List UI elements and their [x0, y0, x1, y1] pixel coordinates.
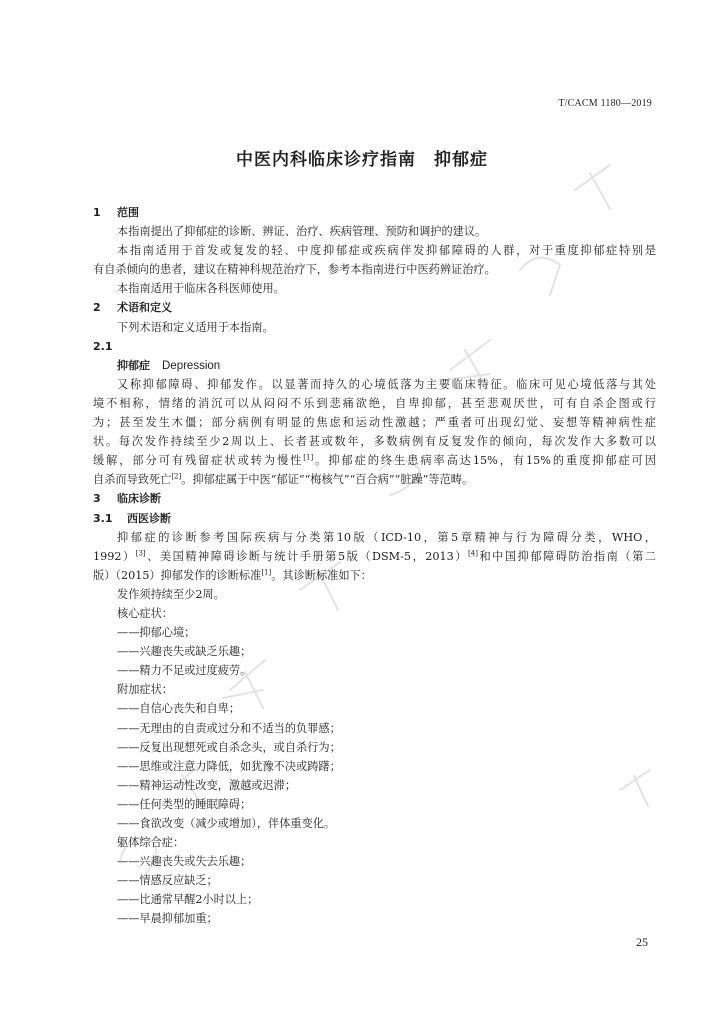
- page-title: [0, 145, 724, 170]
- citation: [3]: [135, 548, 146, 557]
- section-heading-3-1: 3.1 西医诊断: [93, 511, 171, 525]
- list-item: ——兴趣丧失或缺乏乐趣；: [117, 645, 252, 659]
- list-item: ——精力不足或过度疲劳。: [117, 664, 252, 678]
- section-heading-1: 1 范围: [93, 206, 139, 219]
- title-sub: 抑郁症: [434, 150, 488, 170]
- list-item: ——反复出现想死或自杀念头，或自杀行为；: [117, 740, 341, 754]
- definition-line: 自杀而导致死亡[2]。抑郁症属于中医“郁证”“梅核气”“百合病”“脏躁”等范畴。: [93, 472, 474, 487]
- term-entry: [93, 356, 656, 375]
- definition-line: 境不相称，情绪的消沉可以从闷闷不乐到悲痛欲绝，自卑抑郁，甚至悲观厌世，可有自杀企图或行: [93, 396, 656, 410]
- list-item: ——任何类型的睡眠障碍；: [117, 797, 252, 811]
- core-symptoms-title: 核心症状：: [117, 606, 173, 620]
- list-item: ——早晨抑郁加重；: [117, 912, 218, 926]
- list-item: ——食欲改变（减少或增加），伴体重变化。: [117, 817, 336, 830]
- diagnosis-line: 版）（2015）抑郁发作的诊断标准[1]。其诊断标准如下：: [93, 568, 372, 582]
- list-item: ——抑郁心境；: [117, 626, 196, 640]
- definition-line: 为；甚至发生木僵；部分病例有明显的焦虑和运动性激越；严重者可出现幻觉、妄想等精神病性症: [93, 416, 656, 430]
- list-item: ——自信心丧失和自卑；: [117, 702, 241, 716]
- document-code: T/CACM 1180—2019: [558, 98, 652, 109]
- citation: [1]: [261, 568, 272, 577]
- document-body: [93, 203, 656, 929]
- somatic-syndrome-title: 躯体综合症：: [117, 836, 185, 850]
- list-item: ——情感反应缺乏；: [117, 874, 218, 888]
- section-heading-2: 2 术语和定义: [93, 301, 172, 315]
- list-item: ——精神运动性改变，激越或迟滞；: [117, 778, 297, 792]
- criteria-intro: 发作须持续至少2周。: [117, 587, 225, 601]
- term-zh: 抑郁症: [117, 358, 150, 372]
- section-heading-3: 3 临床诊断: [93, 492, 161, 506]
- page-number: 25: [636, 935, 648, 949]
- paragraph: 本指南适用于临床各科医师使用。: [117, 282, 285, 296]
- additional-symptoms-title: 附加症状：: [117, 683, 173, 697]
- citation: [2]: [171, 472, 182, 481]
- citation: [4]: [468, 548, 478, 557]
- paragraph-line: 本指南适用于首发或复发的轻、中度抑郁症或疾病伴发抑郁障碍的人群，对于重度抑郁症特别是: [117, 244, 656, 258]
- definition-line: 又称抑郁障碍、抑郁发作。以显著而持久的心境低落为主要临床特征。临床可见心境低落与其处: [117, 377, 656, 391]
- diagnosis-line: 1992）[3]、美国精神障碍诊断与统计手册第5版（DSM-5，2013）[4]和中国抑郁障碍防治指南（第二: [93, 548, 656, 563]
- section-heading-2-1: 2.1: [93, 339, 113, 353]
- paragraph: 本指南提出了抑郁症的诊断、辨证、治疗、疾病管理、预防和调护的建议。: [117, 225, 487, 239]
- term-en: Depression: [162, 359, 221, 372]
- citation: [1]: [303, 453, 314, 462]
- definition-line: 缓解，部分可有残留症状或转为慢性[1]。抑郁症的终生患病率高达15%，有15%的重度抑郁症可因: [93, 453, 656, 468]
- list-item: ——比通常早醒2小时以上；: [117, 893, 259, 907]
- title-main: 中医内科临床诊疗指南: [236, 150, 416, 170]
- paragraph-line: 有自杀倾向的患者，建议在精神科规范治疗下，参考本指南进行中医药辨证治疗。: [93, 263, 496, 277]
- definition-line: 状。每次发作持续至少2周以上、长者甚或数年，多数病例有反复发作的倾向，每次发作大多数可以: [93, 435, 656, 449]
- list-item: ——兴趣丧失或失去乐趣；: [117, 855, 252, 869]
- paragraph: 下列术语和定义适用于本指南。: [117, 320, 274, 334]
- list-item: ——无理由的自责或过分和不适当的负罪感；: [117, 721, 341, 735]
- diagnosis-line: 抑郁症的诊断参考国际疾病与分类第10版（ICD-10，第5章精神与行为障碍分类，WHO，: [117, 530, 656, 544]
- list-item: ——思维或注意力降低，如犹豫不决或踌躇；: [117, 759, 341, 773]
